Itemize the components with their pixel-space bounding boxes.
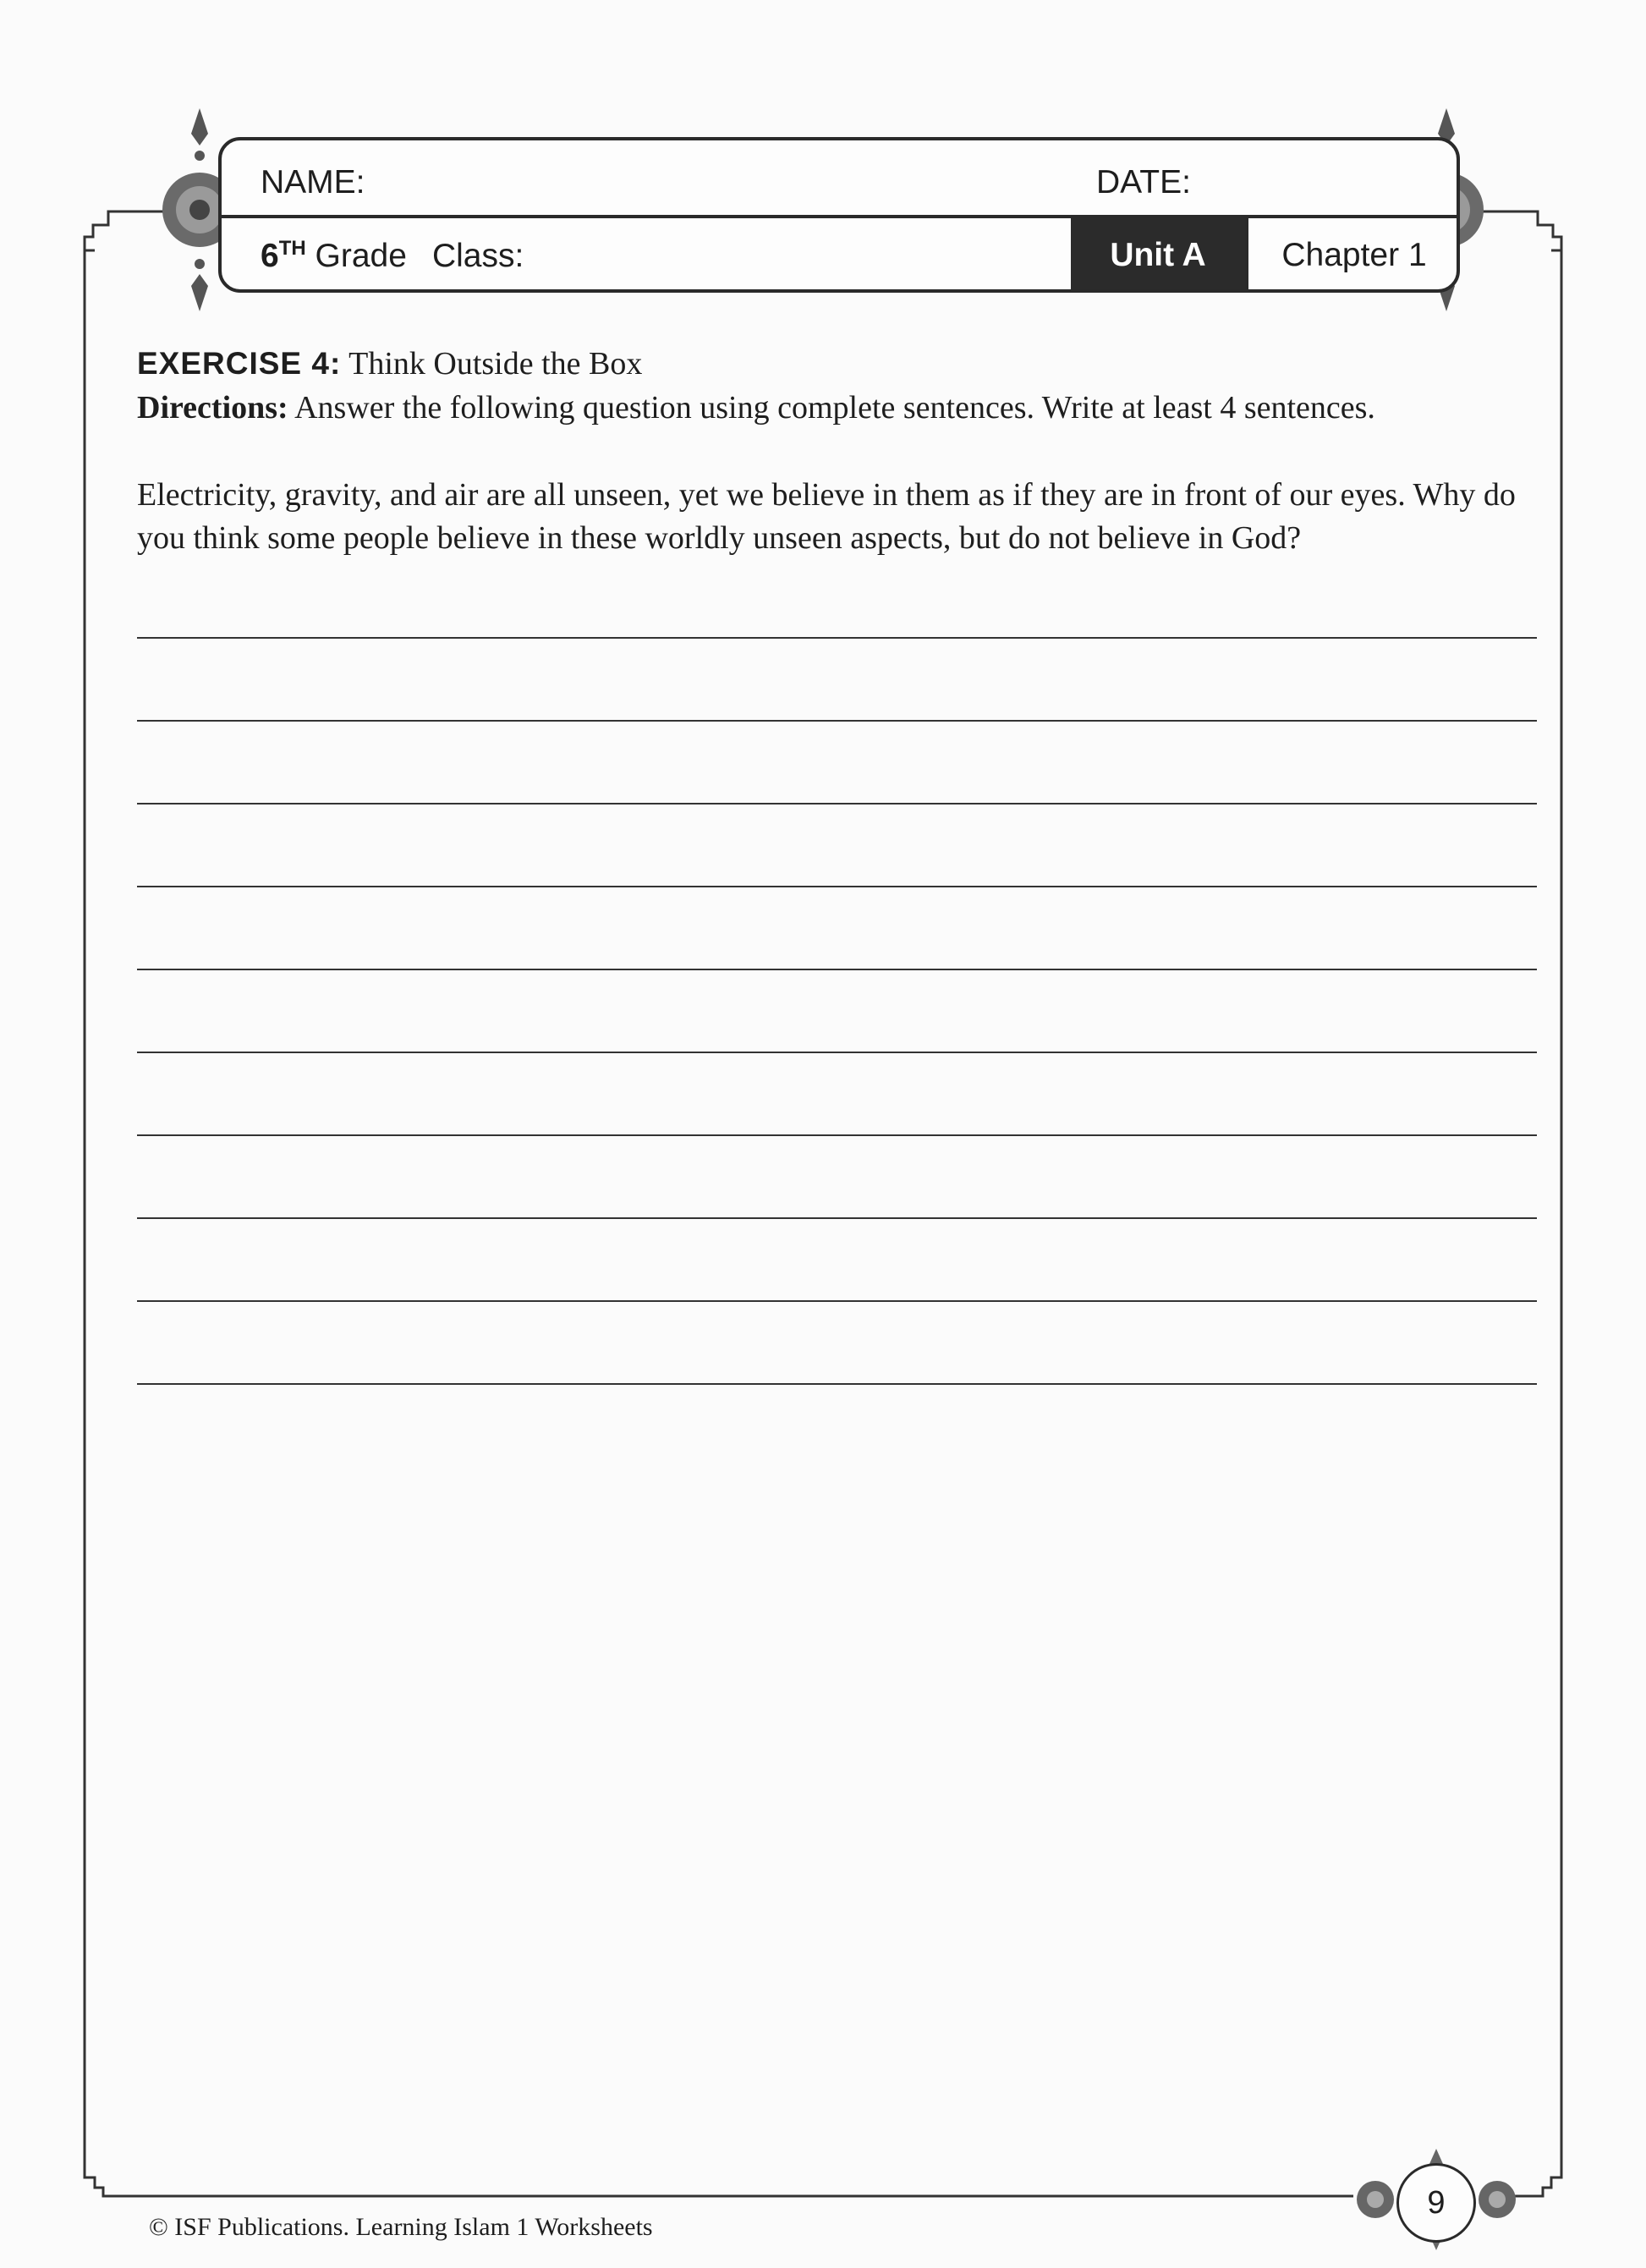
worksheet-header: [218, 137, 1460, 293]
answer-line[interactable]: [137, 803, 1537, 805]
exercise-directions: [137, 389, 1375, 426]
date-label: DATE:: [1096, 164, 1191, 200]
answer-line[interactable]: [137, 720, 1537, 722]
answer-line[interactable]: [137, 1052, 1537, 1053]
answer-line[interactable]: [137, 1300, 1537, 1302]
header-row-name-date: [222, 140, 1457, 218]
answer-line[interactable]: [137, 1383, 1537, 1385]
header-row-grade-unit: [222, 218, 1457, 293]
name-label: NAME:: [261, 164, 365, 200]
grade-class-label: [261, 237, 524, 275]
exercise-heading: [137, 345, 642, 382]
page-number: 9: [1396, 2163, 1476, 2243]
exercise-question: Electricity, gravity, and air are all unseen, yet we believe in them as if they are in front of our eyes. Why do you think some people believe in these worldly unseen aspects, but do not believe in God?: [137, 477, 1516, 556]
unit-badge: Unit A: [1071, 218, 1245, 293]
grade-word: Grade: [315, 238, 407, 274]
answer-line[interactable]: [137, 886, 1537, 887]
answer-line[interactable]: [137, 1217, 1537, 1219]
grade-suffix: TH: [278, 237, 306, 260]
copyright-footer: © ISF Publications. Learning Islam 1 Worksheets: [149, 2213, 653, 2241]
directions-label: Directions:: [137, 390, 288, 426]
chapter-label: Chapter 1: [1245, 218, 1460, 293]
answer-line[interactable]: [137, 637, 1537, 639]
class-label: Class:: [431, 238, 524, 274]
grade-number: 6: [261, 238, 279, 274]
directions-text: Answer the following question using complete sentences. Write at least 4 sentences.: [294, 390, 1375, 426]
exercise-title: Think Outside the Box: [348, 346, 643, 382]
answer-line[interactable]: [137, 1134, 1537, 1136]
exercise-label: EXERCISE 4:: [137, 346, 342, 381]
answer-line[interactable]: [137, 969, 1537, 970]
